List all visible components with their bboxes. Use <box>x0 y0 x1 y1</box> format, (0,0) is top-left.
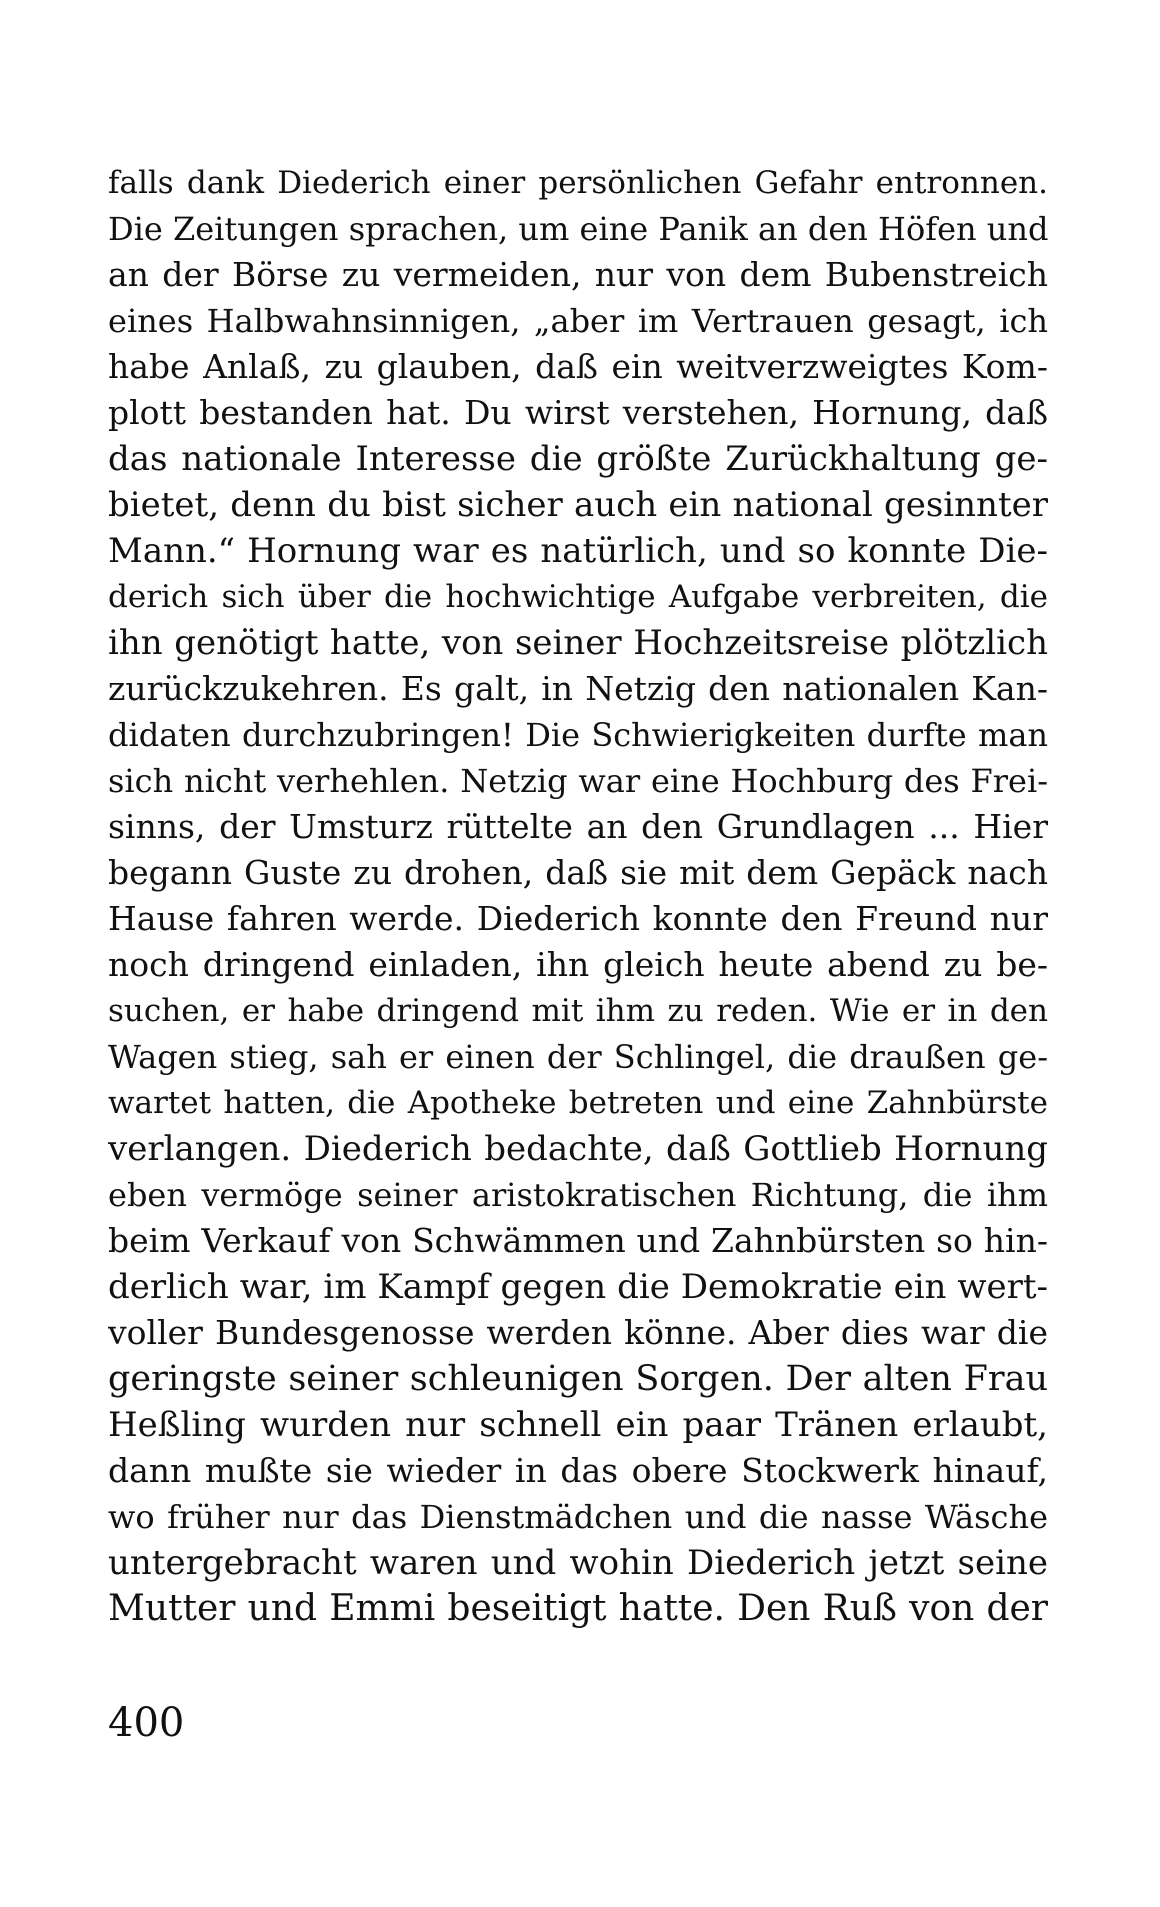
text-line: dann mußte sie wieder in das obere Stockwerk hinauf, <box>108 1451 1048 1490</box>
text-line: Die Zeitungen sprachen, um eine Panik an den Höfen und <box>108 210 1048 248</box>
text-line: plott bestanden hat. Du wirst verstehen, Hornung, daß <box>108 393 1048 432</box>
text-line: Mutter und Emmi beseitigt hatte. Den Ruß von der <box>108 1588 1048 1629</box>
text-line: geringste seiner schleunigen Sorgen. Der alten Frau <box>108 1359 1048 1399</box>
text-line: derlich war, im Kampf gegen die Demokratie ein wert- <box>108 1267 1048 1307</box>
text-line: sich nicht verhehlen. Netzig war eine Hochburg des Frei- <box>108 762 1048 800</box>
text-line: bietet, denn du bist sicher auch ein national gesinnter <box>108 485 1048 525</box>
text-line: das nationale Interesse die größte Zurückhaltung ge- <box>108 439 1048 479</box>
text-line: Wagen stieg, sah er einen der Schlingel, die draußen ge- <box>108 1038 1048 1076</box>
text-line: falls dank Diederich einer persönlichen Gefahr entronnen. <box>108 165 1048 201</box>
text-line: begann Guste zu drohen, daß sie mit dem Gepäck nach <box>108 853 1048 892</box>
text-line: sinns, der Umsturz rüttelte an den Grundlagen ... Hier <box>108 807 1048 846</box>
text-line: wo früher nur das Dienstmädchen und die nasse Wäsche <box>108 1498 1048 1536</box>
text-line: eben vermöge seiner aristokratischen Richtung, die ihm <box>108 1176 1048 1214</box>
text-line: voller Bundesgenosse werden könne. Aber dies war die <box>108 1313 1048 1352</box>
text-line: noch dringend einladen, ihn gleich heute abend zu be- <box>108 945 1048 984</box>
text-line: Heßling wurden nur schnell ein paar Tränen erlaubt, <box>108 1405 1048 1445</box>
text-line: Mann.“ Hornung war es natürlich, und so konnte Die- <box>108 531 1048 571</box>
text-line: beim Verkauf von Schwämmen und Zahnbürsten so hin- <box>108 1221 1048 1260</box>
text-line: untergebracht waren und wohin Diederich jetzt seine <box>108 1543 1048 1583</box>
text-line: didaten durchzubringen! Die Schwierigkeiten durfte man <box>108 716 1048 754</box>
text-line: derich sich über die hochwichtige Aufgabe verbreiten, die <box>108 579 1048 615</box>
text-line: an der Börse zu vermeiden, nur von dem Bubenstreich <box>108 255 1048 294</box>
text-line: suchen, er habe dringend mit ihm zu reden. Wie er in den <box>108 993 1048 1029</box>
text-line: wartet hatten, die Apotheke betreten und eine Zahnbürste <box>108 1085 1048 1121</box>
text-line: Hause fahren werde. Diederich konnte den Freund nur <box>108 899 1048 938</box>
body-text <box>108 160 1048 1632</box>
text-line: eines Halbwahnsinnigen, „aber im Vertrauen gesagt, ich <box>108 302 1048 340</box>
text-line: ihn genötigt hatte, von seiner Hochzeitsreise plötzlich <box>108 623 1048 663</box>
text-line: habe Anlaß, zu glauben, daß ein weitverzweigtes Kom- <box>108 347 1048 386</box>
page-number: 400 <box>108 1700 185 1746</box>
text-line: verlangen. Diederich bedachte, daß Gottlieb Hornung <box>108 1129 1048 1169</box>
text-line: zurückzukehren. Es galt, in Netzig den nationalen Kan- <box>108 669 1048 708</box>
